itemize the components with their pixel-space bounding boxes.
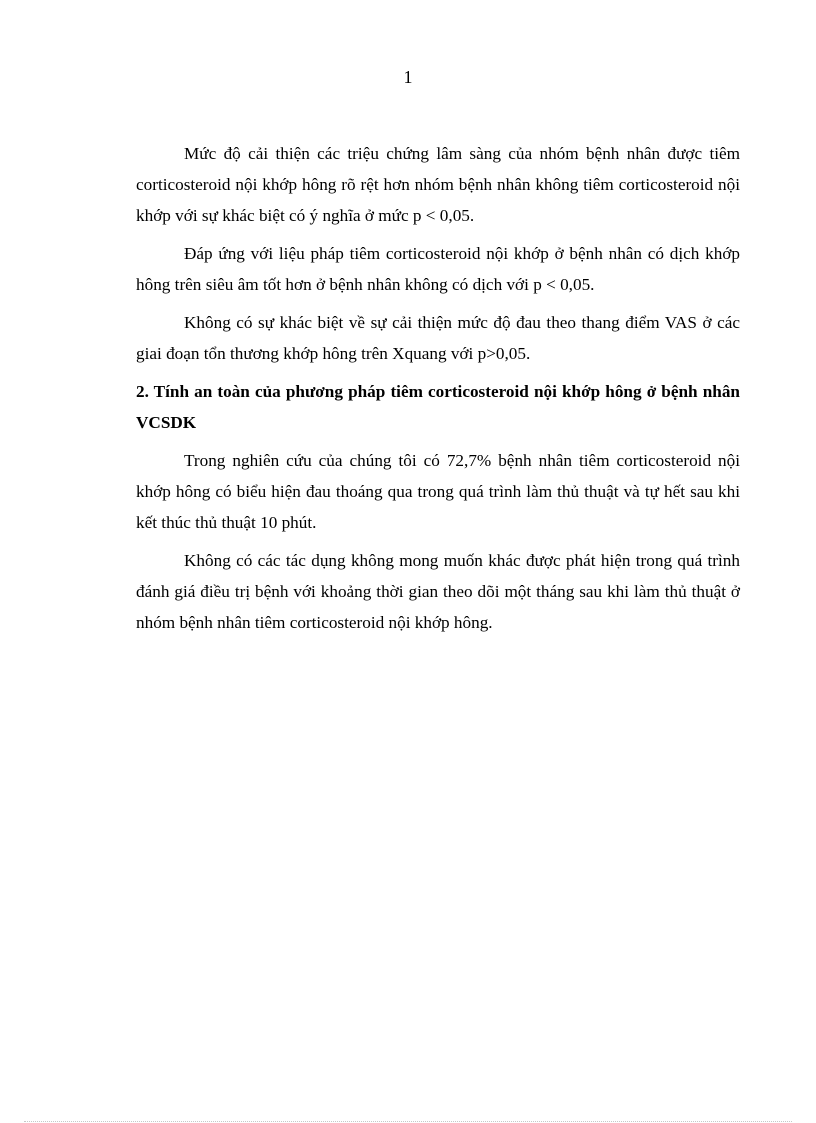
- paragraph-1: Mức độ cải thiện các triệu chứng lâm sàng của nhóm bệnh nhân được tiêm corticosteroid nội khớp hông rõ rệt hơn nhóm bệnh nhân không tiêm corticosteroid nội khớp với sự khác biệt có ý nghĩa ở mức p < 0,05.: [136, 144, 740, 225]
- section-heading: 2. Tính an toàn của phương pháp tiêm corticosteroid nội khớp hông ở bệnh nhân VCSDK: [136, 382, 740, 432]
- paragraph-5: Không có các tác dụng không mong muốn khác được phát hiện trong quá trình đánh giá điều trị bệnh với khoảng thời gian theo dõi một tháng sau khi làm thủ thuật ở nhóm bệnh nhân tiêm corticosteroid nội khớp hông.: [136, 551, 740, 632]
- paragraph-3: Không có sự khác biệt về sự cải thiện mức độ đau theo thang điểm VAS ở các giai đoạn tổn thương khớp hông trên Xquang với p>0,05.: [136, 313, 740, 363]
- document-body: [136, 138, 740, 645]
- paragraph-4: Trong nghiên cứu của chúng tôi có 72,7% bệnh nhân tiêm corticosteroid nội khớp hông có biểu hiện đau thoáng qua trong quá trình làm thủ thuật và tự hết sau khi kết thúc thủ thuật 10 phút.: [136, 451, 740, 532]
- footer-divider: [24, 1121, 792, 1122]
- page-number: 1: [403, 67, 413, 87]
- paragraph-2: Đáp ứng với liệu pháp tiêm corticosteroid nội khớp ở bệnh nhân có dịch khớp hông trên siêu âm tốt hơn ở bệnh nhân không có dịch với p < 0,05.: [136, 244, 740, 294]
